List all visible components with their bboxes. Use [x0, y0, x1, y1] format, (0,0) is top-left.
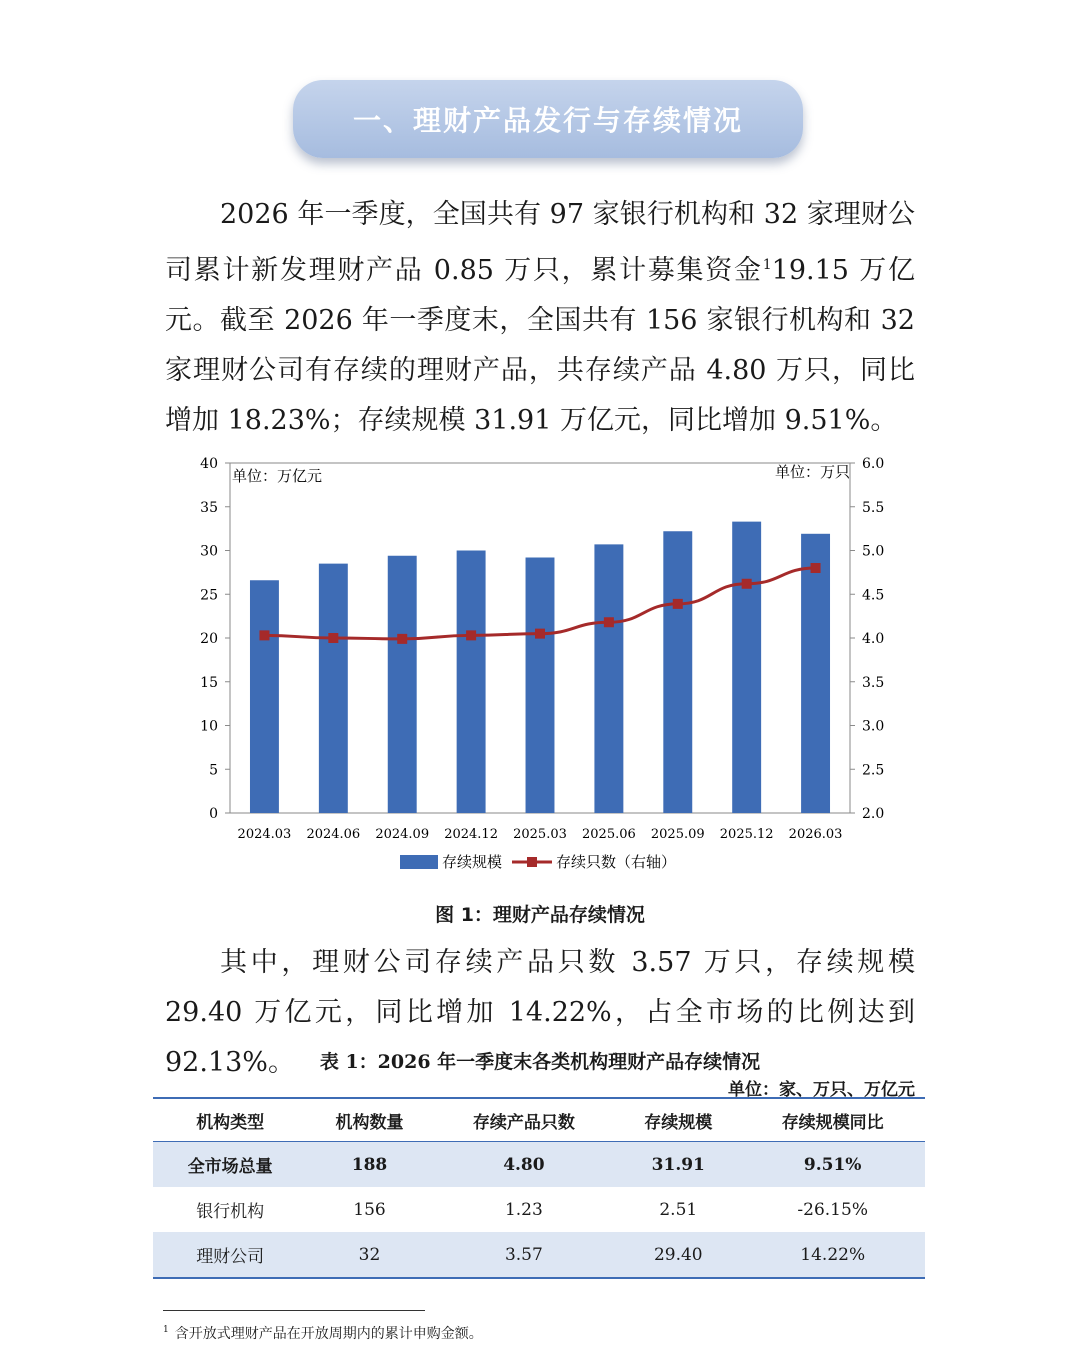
x-tick-label: 2025.03: [513, 827, 567, 842]
paragraph-text: 2026 年一季度，全国共有 97 家银行机构和 32 家理财公司累计新发理财产品 0.85 万只，累计募集资金: [165, 199, 915, 286]
footnote-mark: 1: [163, 1325, 169, 1336]
table-caption: 表 1：2026 年一季度末各类机构理财产品存续情况: [319, 1051, 761, 1073]
left-tick-label: 40: [200, 456, 218, 472]
bar: [594, 544, 623, 813]
paragraph-wm-companies: 其中，理财公司存续产品只数 3.57 万只，存续规模 29.40 万亿元，同比增加 14.22%，占全市场的比例达到 92.13%。: [165, 947, 915, 1078]
bar: [319, 564, 348, 813]
cell-product-count: 1.23: [432, 1187, 617, 1232]
bar: [250, 580, 279, 813]
chart-legend: [400, 853, 676, 871]
cell-institution-type: 银行机构: [153, 1187, 307, 1232]
cell-product-count: 3.57: [432, 1232, 617, 1278]
legend-label-line: 存续只数（右轴）: [556, 853, 677, 871]
cell-institution-type: 全市场总量: [153, 1142, 307, 1188]
left-tick-label: 0: [209, 806, 218, 822]
cell-institution-count: 188: [307, 1142, 431, 1188]
right-tick-label: 5.5: [862, 499, 885, 516]
paragraph-issuance: [165, 190, 915, 446]
header-product-count: 存续产品只数: [432, 1098, 617, 1142]
line-point: [328, 633, 338, 643]
cell-scale-yoy: 9.51%: [740, 1142, 925, 1188]
cell-scale: 31.91: [616, 1142, 740, 1188]
right-tick-label: 4.0: [862, 631, 885, 647]
section-banner: [293, 80, 803, 158]
line-point: [535, 629, 545, 639]
line-point: [604, 617, 614, 627]
left-tick-label: 10: [200, 718, 218, 735]
right-tick-label: 3.0: [862, 718, 885, 735]
section-title: 一、理财产品发行与存续情况: [352, 104, 743, 137]
footnote-text: 含开放式理财产品在开放周期内的累计申购金额。: [174, 1326, 483, 1342]
table-row: [153, 1187, 925, 1232]
header-scale: 存续规模: [616, 1098, 740, 1142]
left-tick-label: 30: [200, 543, 218, 560]
bar: [457, 551, 486, 814]
table-header-row: [153, 1098, 925, 1142]
bar: [732, 522, 761, 813]
footnote: [163, 1323, 483, 1343]
table-unit: 单位：家、万只、万亿元: [728, 1080, 915, 1100]
x-tick-label: 2024.09: [375, 827, 430, 842]
legend-bar-swatch: [400, 855, 438, 869]
header-scale-yoy: 存续规模同比: [740, 1098, 925, 1142]
table-row: [153, 1232, 925, 1278]
x-tick-label: 2024.12: [444, 827, 498, 842]
x-tick-label: 2025.06: [582, 827, 636, 842]
cell-scale-yoy: -26.15%: [740, 1187, 925, 1232]
left-tick-label: 35: [200, 499, 218, 516]
left-tick-label: 5: [209, 762, 218, 779]
cell-institution-count: 32: [307, 1232, 431, 1278]
x-tick-label: 2025.09: [650, 827, 705, 842]
right-tick-label: 5.0: [862, 543, 885, 560]
line-point: [673, 599, 683, 609]
header-institution-count: 机构数量: [307, 1098, 431, 1142]
institution-table: [153, 1097, 925, 1279]
left-tick-label: 15: [200, 674, 218, 691]
legend-label-bars: 存续规模: [442, 853, 503, 871]
header-institution-type: 机构类型: [153, 1098, 307, 1142]
line-point: [259, 630, 269, 640]
footnote-divider: [163, 1310, 425, 1311]
cell-scale-yoy: 14.22%: [740, 1232, 925, 1278]
x-tick-label: 2024.03: [237, 827, 292, 842]
right-tick-label: 4.5: [862, 587, 885, 604]
bar: [526, 558, 555, 814]
left-tick-label: 20: [200, 631, 218, 647]
cell-institution-type: 理财公司: [153, 1232, 307, 1278]
line-point: [811, 563, 821, 573]
figure-caption: 图 1：理财产品存续情况: [435, 904, 645, 926]
cell-product-count: 4.80: [432, 1142, 617, 1188]
line-point: [397, 634, 407, 644]
line-point: [742, 579, 752, 589]
left-axis-unit: 单位：万亿元: [232, 467, 323, 485]
x-tick-label: 2026.03: [788, 827, 843, 842]
outstanding-chart: [160, 445, 920, 885]
cell-institution-count: 156: [307, 1187, 431, 1232]
footnote-ref[interactable]: 1: [762, 257, 772, 273]
right-tick-label: 2.0: [862, 806, 885, 822]
right-axis-unit: 单位：万只: [774, 463, 850, 481]
right-tick-label: 3.5: [862, 674, 885, 691]
bar: [801, 534, 830, 813]
paragraph-text: 19.15 万亿元。截至 2026 年一季度末，全国共有 156 家银行机构和 32 家理财公司有存续的理财产品，共存续产品 4.80 万只，同比增加 18.23%；存续规模 31.91 万亿元，同比增加 9.51%。: [165, 255, 915, 436]
x-tick-label: 2025.12: [719, 827, 774, 842]
x-tick-label: 2024.06: [306, 827, 361, 842]
left-tick-label: 25: [200, 587, 218, 604]
cell-scale: 2.51: [616, 1187, 740, 1232]
bar: [388, 556, 417, 813]
table-row: [153, 1142, 925, 1188]
legend-line-marker: [527, 857, 537, 867]
line-point: [466, 630, 476, 640]
bar: [663, 531, 692, 813]
right-tick-label: 2.5: [862, 762, 885, 779]
right-tick-label: 6.0: [862, 456, 885, 472]
cell-scale: 29.40: [616, 1232, 740, 1278]
